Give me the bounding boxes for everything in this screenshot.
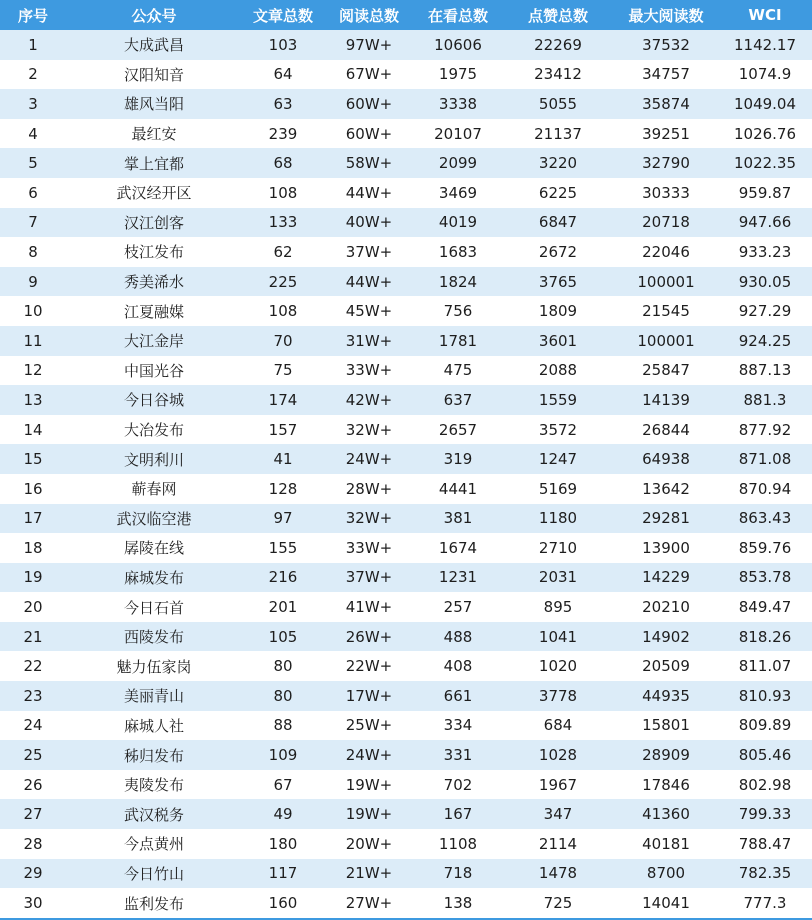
total-looking-cell: 334	[414, 711, 502, 741]
rank-cell: 2	[0, 60, 66, 90]
total-reads-cell: 20W+	[324, 829, 414, 859]
max-reads-cell: 29281	[614, 504, 718, 534]
wci-cell: 788.47	[718, 829, 812, 859]
wci-cell: 799.33	[718, 799, 812, 829]
total-looking-cell: 661	[414, 681, 502, 711]
article-count-cell: 105	[242, 622, 324, 652]
table-row	[0, 89, 812, 119]
article-count-cell: 97	[242, 504, 324, 534]
account-cell: 中国光谷	[66, 356, 242, 386]
table-row	[0, 267, 812, 297]
total-reads-cell: 33W+	[324, 533, 414, 563]
total-likes-cell: 1247	[502, 444, 614, 474]
rank-cell: 5	[0, 148, 66, 178]
header-rank: 序号	[0, 0, 66, 30]
total-looking-cell: 1824	[414, 267, 502, 297]
total-looking-cell: 756	[414, 296, 502, 326]
total-likes-cell: 22269	[502, 30, 614, 60]
max-reads-cell: 14139	[614, 385, 718, 415]
total-likes-cell: 1559	[502, 385, 614, 415]
account-cell: 汉江创客	[66, 208, 242, 238]
wci-cell: 809.89	[718, 711, 812, 741]
wci-cell: 818.26	[718, 622, 812, 652]
total-looking-cell: 331	[414, 740, 502, 770]
total-looking-cell: 2657	[414, 415, 502, 445]
article-count-cell: 103	[242, 30, 324, 60]
wci-cell: 777.3	[718, 888, 812, 919]
total-likes-cell: 3572	[502, 415, 614, 445]
max-reads-cell: 37532	[614, 30, 718, 60]
wci-cell: 930.05	[718, 267, 812, 297]
total-reads-cell: 42W+	[324, 385, 414, 415]
total-reads-cell: 17W+	[324, 681, 414, 711]
account-cell: 今点黄州	[66, 829, 242, 859]
wci-cell: 927.29	[718, 296, 812, 326]
total-looking-cell: 10606	[414, 30, 502, 60]
table-row	[0, 799, 812, 829]
article-count-cell: 133	[242, 208, 324, 238]
article-count-cell: 180	[242, 829, 324, 859]
article-count-cell: 239	[242, 119, 324, 149]
wci-cell: 782.35	[718, 859, 812, 889]
table-row	[0, 651, 812, 681]
article-count-cell: 62	[242, 237, 324, 267]
rank-cell: 27	[0, 799, 66, 829]
total-reads-cell: 22W+	[324, 651, 414, 681]
article-count-cell: 68	[242, 148, 324, 178]
total-likes-cell: 1020	[502, 651, 614, 681]
article-count-cell: 155	[242, 533, 324, 563]
total-likes-cell: 23412	[502, 60, 614, 90]
article-count-cell: 160	[242, 888, 324, 919]
max-reads-cell: 20718	[614, 208, 718, 238]
total-reads-cell: 24W+	[324, 740, 414, 770]
total-likes-cell: 1809	[502, 296, 614, 326]
total-likes-cell: 5055	[502, 89, 614, 119]
rank-cell: 8	[0, 237, 66, 267]
account-cell: 秭归发布	[66, 740, 242, 770]
table-row	[0, 859, 812, 889]
total-likes-cell: 895	[502, 592, 614, 622]
max-reads-cell: 100001	[614, 267, 718, 297]
article-count-cell: 70	[242, 326, 324, 356]
rank-cell: 18	[0, 533, 66, 563]
total-likes-cell: 2031	[502, 563, 614, 593]
wci-cell: 853.78	[718, 563, 812, 593]
rank-cell: 4	[0, 119, 66, 149]
table-row	[0, 385, 812, 415]
wci-cell: 871.08	[718, 444, 812, 474]
article-count-cell: 109	[242, 740, 324, 770]
account-cell: 监利发布	[66, 888, 242, 919]
account-cell: 魅力伍家岗	[66, 651, 242, 681]
max-reads-cell: 40181	[614, 829, 718, 859]
total-likes-cell: 2672	[502, 237, 614, 267]
total-looking-cell: 167	[414, 799, 502, 829]
total-reads-cell: 37W+	[324, 563, 414, 593]
account-cell: 今日石首	[66, 592, 242, 622]
rank-cell: 30	[0, 888, 66, 919]
total-reads-cell: 44W+	[324, 178, 414, 208]
wci-cell: 877.92	[718, 415, 812, 445]
article-count-cell: 67	[242, 770, 324, 800]
total-likes-cell: 3601	[502, 326, 614, 356]
max-reads-cell: 15801	[614, 711, 718, 741]
article-count-cell: 225	[242, 267, 324, 297]
total-looking-cell: 4441	[414, 474, 502, 504]
max-reads-cell: 17846	[614, 770, 718, 800]
header-total-reads: 阅读总数	[324, 0, 414, 30]
account-cell: 最红安	[66, 119, 242, 149]
table-row	[0, 296, 812, 326]
total-likes-cell: 6225	[502, 178, 614, 208]
table-row	[0, 356, 812, 386]
total-reads-cell: 27W+	[324, 888, 414, 919]
total-looking-cell: 2099	[414, 148, 502, 178]
total-looking-cell: 381	[414, 504, 502, 534]
table-row	[0, 711, 812, 741]
wci-cell: 1022.35	[718, 148, 812, 178]
total-reads-cell: 31W+	[324, 326, 414, 356]
total-looking-cell: 408	[414, 651, 502, 681]
total-likes-cell: 2114	[502, 829, 614, 859]
wci-cell: 1049.04	[718, 89, 812, 119]
account-cell: 武汉税务	[66, 799, 242, 829]
account-cell: 今日谷城	[66, 385, 242, 415]
total-looking-cell: 702	[414, 770, 502, 800]
total-likes-cell: 3778	[502, 681, 614, 711]
header-row	[0, 0, 812, 30]
account-cell: 夷陵发布	[66, 770, 242, 800]
total-likes-cell: 725	[502, 888, 614, 919]
article-count-cell: 63	[242, 89, 324, 119]
total-reads-cell: 21W+	[324, 859, 414, 889]
wci-cell: 1074.9	[718, 60, 812, 90]
rank-cell: 14	[0, 415, 66, 445]
total-likes-cell: 1028	[502, 740, 614, 770]
table-row	[0, 888, 812, 919]
total-looking-cell: 1781	[414, 326, 502, 356]
account-cell: 江夏融媒	[66, 296, 242, 326]
max-reads-cell: 13642	[614, 474, 718, 504]
table-row	[0, 148, 812, 178]
wci-cell: 933.23	[718, 237, 812, 267]
table-row	[0, 563, 812, 593]
total-likes-cell: 1478	[502, 859, 614, 889]
account-cell: 文明利川	[66, 444, 242, 474]
total-looking-cell: 1683	[414, 237, 502, 267]
max-reads-cell: 34757	[614, 60, 718, 90]
total-reads-cell: 45W+	[324, 296, 414, 326]
rank-cell: 23	[0, 681, 66, 711]
table-row	[0, 681, 812, 711]
table-row	[0, 829, 812, 859]
total-looking-cell: 4019	[414, 208, 502, 238]
rank-cell: 24	[0, 711, 66, 741]
table-row	[0, 237, 812, 267]
table-row	[0, 415, 812, 445]
rank-cell: 28	[0, 829, 66, 859]
total-reads-cell: 60W+	[324, 119, 414, 149]
rank-cell: 21	[0, 622, 66, 652]
total-looking-cell: 1108	[414, 829, 502, 859]
max-reads-cell: 21545	[614, 296, 718, 326]
total-likes-cell: 6847	[502, 208, 614, 238]
rank-cell: 26	[0, 770, 66, 800]
article-count-cell: 41	[242, 444, 324, 474]
article-count-cell: 75	[242, 356, 324, 386]
total-likes-cell: 1180	[502, 504, 614, 534]
total-looking-cell: 3338	[414, 89, 502, 119]
article-count-cell: 80	[242, 681, 324, 711]
total-reads-cell: 26W+	[324, 622, 414, 652]
max-reads-cell: 32790	[614, 148, 718, 178]
total-likes-cell: 684	[502, 711, 614, 741]
total-reads-cell: 44W+	[324, 267, 414, 297]
max-reads-cell: 14229	[614, 563, 718, 593]
article-count-cell: 64	[242, 60, 324, 90]
total-likes-cell: 3765	[502, 267, 614, 297]
wci-cell: 1026.76	[718, 119, 812, 149]
wci-cell: 811.07	[718, 651, 812, 681]
total-looking-cell: 1975	[414, 60, 502, 90]
account-cell: 秀美浠水	[66, 267, 242, 297]
account-cell: 大江金岸	[66, 326, 242, 356]
total-reads-cell: 37W+	[324, 237, 414, 267]
article-count-cell: 108	[242, 296, 324, 326]
rank-cell: 16	[0, 474, 66, 504]
rank-cell: 13	[0, 385, 66, 415]
total-reads-cell: 32W+	[324, 415, 414, 445]
account-cell: 西陵发布	[66, 622, 242, 652]
max-reads-cell: 8700	[614, 859, 718, 889]
total-looking-cell: 3469	[414, 178, 502, 208]
rank-cell: 3	[0, 89, 66, 119]
header-total-likes: 点赞总数	[502, 0, 614, 30]
article-count-cell: 174	[242, 385, 324, 415]
total-likes-cell: 1967	[502, 770, 614, 800]
total-reads-cell: 41W+	[324, 592, 414, 622]
wci-cell: 863.43	[718, 504, 812, 534]
total-looking-cell: 637	[414, 385, 502, 415]
rank-cell: 1	[0, 30, 66, 60]
max-reads-cell: 26844	[614, 415, 718, 445]
total-looking-cell: 475	[414, 356, 502, 386]
table-row	[0, 208, 812, 238]
rank-cell: 10	[0, 296, 66, 326]
table-row	[0, 326, 812, 356]
max-reads-cell: 30333	[614, 178, 718, 208]
account-cell: 大冶发布	[66, 415, 242, 445]
total-looking-cell: 718	[414, 859, 502, 889]
total-looking-cell: 257	[414, 592, 502, 622]
account-cell: 麻城人社	[66, 711, 242, 741]
wci-cell: 810.93	[718, 681, 812, 711]
max-reads-cell: 28909	[614, 740, 718, 770]
max-reads-cell: 39251	[614, 119, 718, 149]
account-cell: 掌上宜都	[66, 148, 242, 178]
table-row	[0, 622, 812, 652]
rank-cell: 9	[0, 267, 66, 297]
wci-cell: 947.66	[718, 208, 812, 238]
header-article-count: 文章总数	[242, 0, 324, 30]
max-reads-cell: 100001	[614, 326, 718, 356]
total-reads-cell: 28W+	[324, 474, 414, 504]
account-cell: 武汉经开区	[66, 178, 242, 208]
rank-cell: 19	[0, 563, 66, 593]
max-reads-cell: 14902	[614, 622, 718, 652]
total-likes-cell: 5169	[502, 474, 614, 504]
article-count-cell: 201	[242, 592, 324, 622]
wci-cell: 802.98	[718, 770, 812, 800]
rank-cell: 6	[0, 178, 66, 208]
table-row	[0, 178, 812, 208]
rank-cell: 17	[0, 504, 66, 534]
header-account: 公众号	[66, 0, 242, 30]
total-likes-cell: 21137	[502, 119, 614, 149]
total-likes-cell: 3220	[502, 148, 614, 178]
total-reads-cell: 60W+	[324, 89, 414, 119]
table-row	[0, 444, 812, 474]
wci-cell: 805.46	[718, 740, 812, 770]
article-count-cell: 80	[242, 651, 324, 681]
rank-cell: 15	[0, 444, 66, 474]
table-body	[0, 30, 812, 919]
total-looking-cell: 1231	[414, 563, 502, 593]
account-cell: 汉阳知音	[66, 60, 242, 90]
max-reads-cell: 25847	[614, 356, 718, 386]
table-row	[0, 30, 812, 60]
table-row	[0, 60, 812, 90]
wci-cell: 881.3	[718, 385, 812, 415]
wci-cell: 859.76	[718, 533, 812, 563]
total-reads-cell: 33W+	[324, 356, 414, 386]
total-reads-cell: 25W+	[324, 711, 414, 741]
table-header	[0, 0, 812, 30]
max-reads-cell: 44935	[614, 681, 718, 711]
max-reads-cell: 13900	[614, 533, 718, 563]
wci-cell: 887.13	[718, 356, 812, 386]
article-count-cell: 128	[242, 474, 324, 504]
table-row	[0, 592, 812, 622]
account-cell: 枝江发布	[66, 237, 242, 267]
total-reads-cell: 19W+	[324, 770, 414, 800]
rank-cell: 25	[0, 740, 66, 770]
rank-cell: 29	[0, 859, 66, 889]
rank-cell: 12	[0, 356, 66, 386]
table-row	[0, 740, 812, 770]
wci-cell: 959.87	[718, 178, 812, 208]
table-row	[0, 119, 812, 149]
account-cell: 大成武昌	[66, 30, 242, 60]
header-max-reads: 最大阅读数	[614, 0, 718, 30]
total-likes-cell: 2710	[502, 533, 614, 563]
account-cell: 麻城发布	[66, 563, 242, 593]
max-reads-cell: 20210	[614, 592, 718, 622]
article-count-cell: 108	[242, 178, 324, 208]
total-looking-cell: 138	[414, 888, 502, 919]
total-looking-cell: 20107	[414, 119, 502, 149]
max-reads-cell: 35874	[614, 89, 718, 119]
total-reads-cell: 97W+	[324, 30, 414, 60]
max-reads-cell: 22046	[614, 237, 718, 267]
total-looking-cell: 1674	[414, 533, 502, 563]
table-row	[0, 504, 812, 534]
rank-cell: 7	[0, 208, 66, 238]
wci-cell: 924.25	[718, 326, 812, 356]
max-reads-cell: 14041	[614, 888, 718, 919]
total-looking-cell: 319	[414, 444, 502, 474]
total-reads-cell: 32W+	[324, 504, 414, 534]
account-cell: 今日竹山	[66, 859, 242, 889]
total-reads-cell: 40W+	[324, 208, 414, 238]
total-reads-cell: 67W+	[324, 60, 414, 90]
max-reads-cell: 64938	[614, 444, 718, 474]
article-count-cell: 216	[242, 563, 324, 593]
total-reads-cell: 19W+	[324, 799, 414, 829]
total-reads-cell: 24W+	[324, 444, 414, 474]
article-count-cell: 157	[242, 415, 324, 445]
total-looking-cell: 488	[414, 622, 502, 652]
table-row	[0, 770, 812, 800]
rank-cell: 20	[0, 592, 66, 622]
total-likes-cell: 1041	[502, 622, 614, 652]
total-likes-cell: 2088	[502, 356, 614, 386]
table-row	[0, 533, 812, 563]
article-count-cell: 88	[242, 711, 324, 741]
account-cell: 雄风当阳	[66, 89, 242, 119]
total-reads-cell: 58W+	[324, 148, 414, 178]
rank-cell: 11	[0, 326, 66, 356]
table-row	[0, 474, 812, 504]
wci-cell: 849.47	[718, 592, 812, 622]
header-wci: WCI	[718, 0, 812, 30]
article-count-cell: 117	[242, 859, 324, 889]
article-count-cell: 49	[242, 799, 324, 829]
total-likes-cell: 347	[502, 799, 614, 829]
account-cell: 武汉临空港	[66, 504, 242, 534]
max-reads-cell: 20509	[614, 651, 718, 681]
rank-cell: 22	[0, 651, 66, 681]
max-reads-cell: 41360	[614, 799, 718, 829]
account-cell: 美丽青山	[66, 681, 242, 711]
wci-cell: 870.94	[718, 474, 812, 504]
account-cell: 蕲春网	[66, 474, 242, 504]
header-total-looking: 在看总数	[414, 0, 502, 30]
wci-cell: 1142.17	[718, 30, 812, 60]
account-cell: 孱陵在线	[66, 533, 242, 563]
